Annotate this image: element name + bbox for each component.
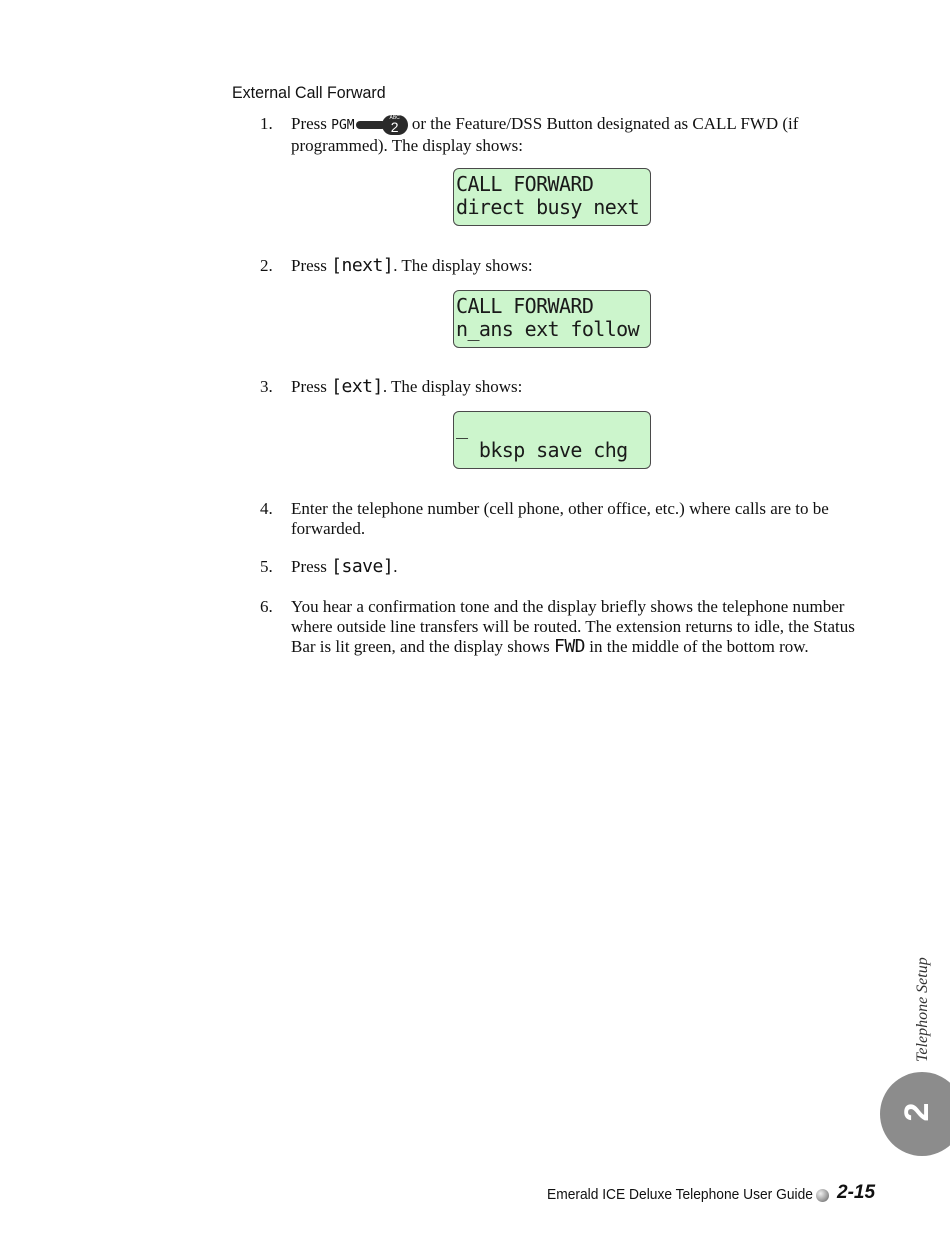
lcd-line-1: CALL FORWARD bbox=[456, 294, 594, 318]
step-text: . bbox=[393, 557, 398, 576]
step-body bbox=[291, 114, 865, 156]
step-number: 2. bbox=[260, 256, 273, 275]
step-body bbox=[291, 256, 865, 276]
step-press-text: Press bbox=[291, 377, 327, 396]
lcd-line-1: CALL FORWARD bbox=[456, 172, 594, 196]
side-tab-label: Telephone Setup bbox=[914, 957, 931, 1062]
step-number: 3. bbox=[260, 377, 273, 396]
page-number: 2-15 bbox=[837, 1182, 876, 1203]
key-2-icon bbox=[382, 115, 408, 135]
step-body bbox=[291, 597, 865, 657]
footer-bullet-icon bbox=[816, 1189, 829, 1202]
pgm-key-label: PGM bbox=[331, 118, 355, 133]
step-text-continued: in the middle of the bottom row. bbox=[589, 637, 809, 656]
footer-title: Emerald ICE Deluxe Telephone User Guide bbox=[547, 1186, 813, 1203]
softkey-next: [next] bbox=[331, 255, 394, 276]
lcd-line-2: direct busy next bbox=[456, 195, 640, 219]
key-digit: 2 bbox=[390, 119, 399, 136]
step-press-text: Press bbox=[291, 557, 327, 576]
lcd-line-1: _ bbox=[456, 415, 468, 439]
step-text: . The display shows: bbox=[382, 377, 523, 396]
step-text: . The display shows: bbox=[393, 256, 533, 275]
step-press-text: Press bbox=[291, 256, 327, 275]
softkey-ext: [ext] bbox=[331, 376, 383, 397]
step-press-text: Press bbox=[291, 114, 327, 133]
lcd-display-3 bbox=[453, 411, 651, 469]
step-number: 1. bbox=[260, 114, 273, 133]
step-body: Enter the telephone number (cell phone, other office, etc.) where calls are to be forwarded. bbox=[291, 499, 829, 538]
step-body bbox=[291, 377, 865, 397]
step-text: or the Feature/DSS Button designated as CALL FWD (if bbox=[411, 114, 799, 133]
softkey-save: [save] bbox=[331, 556, 394, 577]
step-text-continued: programmed). The display shows: bbox=[291, 136, 523, 155]
fwd-indicator: FWD bbox=[554, 636, 586, 657]
lcd-line-2: n_ans ext follow bbox=[456, 317, 640, 341]
step-number: 4. bbox=[260, 499, 273, 518]
step-text: You hear a confirmation tone and the display briefly shows the telephone number where outside line transfers will be routed. The extension returns to idle, the Status Bar is lit green, and the display shows bbox=[291, 597, 855, 656]
step-number: 5. bbox=[260, 557, 273, 576]
lcd-display-1 bbox=[453, 168, 651, 226]
lcd-line-2: bksp save chg bbox=[456, 438, 628, 462]
chapter-number: 2 bbox=[898, 1102, 936, 1122]
step-number: 6. bbox=[260, 597, 273, 616]
lcd-display-2 bbox=[453, 290, 651, 348]
key-letters: ABC bbox=[389, 115, 400, 122]
step-body bbox=[291, 557, 865, 577]
section-title: External Call Forward bbox=[232, 83, 386, 102]
